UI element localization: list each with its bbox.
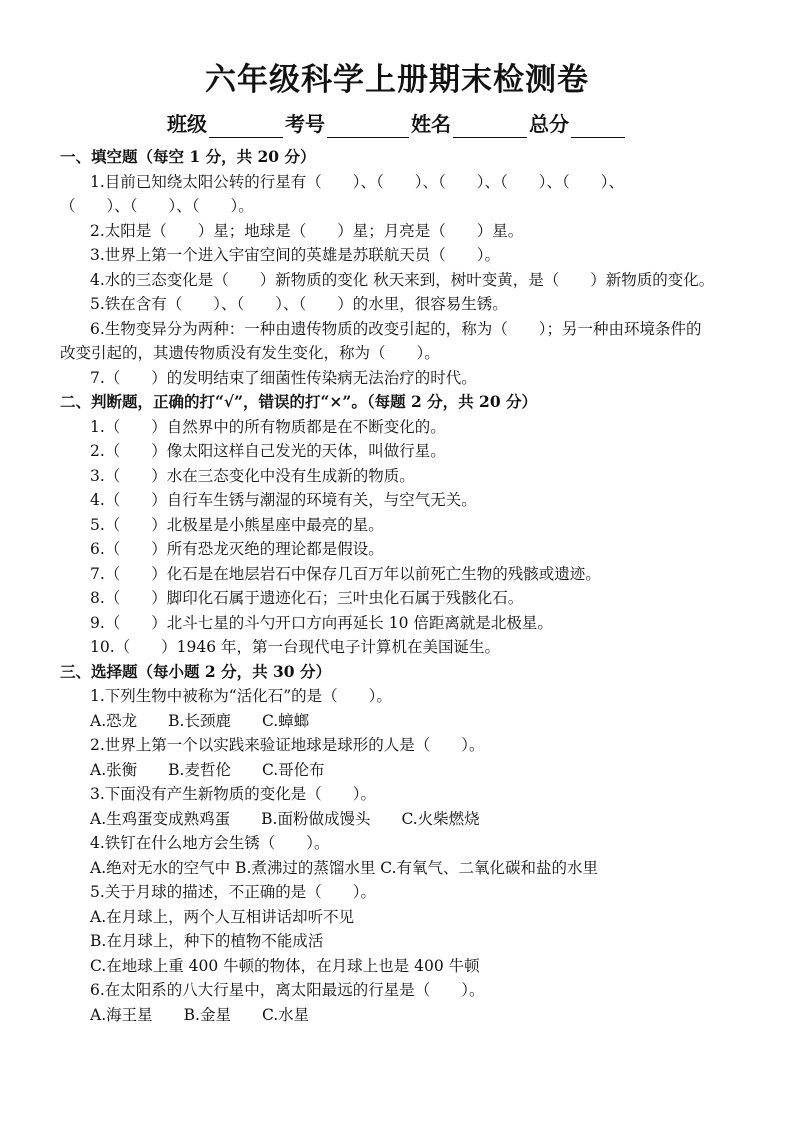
question-line: 4.（ ）自行车生锈与潮湿的环境有关，与空气无关。 (90, 491, 477, 509)
question-line: 4.水的三态变化是（ ）新物质的变化 秋天来到，树叶变黄，是（ ）新物质的变化。 (90, 271, 715, 289)
question-line: 2.太阳是（ ）星；地球是（ ）星；月亮是（ ）星。 (90, 222, 524, 240)
option-line: A.生鸡蛋变成熟鸡蛋 B.面粉做成馒头 C.火柴燃烧 (90, 810, 480, 828)
page-title: 六年级科学上册期末检测卷 (205, 62, 589, 98)
option-line: A.张衡 B.麦哲伦 C.哥伦布 (90, 761, 325, 779)
option-line: B.在月球上，种下的植物不能成活 (90, 932, 324, 950)
exam-no-label: 考号 (285, 112, 325, 136)
option-line: C.在地球上重 400 牛顿的物体，在月球上也是 400 牛顿 (90, 957, 480, 975)
score-blank (571, 117, 625, 138)
option-line: A.绝对无水的空气中 B.煮沸过的蒸馏水里 C.有氧气、二氧化碳和盐的水里 (90, 859, 599, 877)
section-heading-true-false: 二、判断题，正确的打“√”，错误的打“×”。（每题 2 分，共 20 分） (60, 392, 538, 411)
student-info-line (0, 110, 794, 138)
question-line: 1.下列生物中被称为“活化石”的是（ ）。 (90, 687, 392, 705)
section-heading-fill-in: 一、填空题（每空 1 分，共 20 分） (60, 147, 316, 166)
question-line: （ ）、（ ）、（ ）。 (60, 197, 254, 215)
question-line: 8.（ ）脚印化石属于遗迹化石；三叶虫化石属于残骸化石。 (90, 589, 524, 607)
question-line: 5.关于月球的描述，不正确的是（ ）。 (90, 883, 377, 901)
option-line: A.海王星 B.金星 C.水星 (90, 1006, 310, 1024)
question-line: 4.铁钉在什么地方会生锈（ ）。 (90, 834, 330, 852)
question-line: 10.（ ）1946 年，第一台现代电子计算机在美国诞生。 (90, 638, 501, 656)
question-line: 3.下面没有产生新物质的变化是（ ）。 (90, 785, 377, 803)
question-line: 2.（ ）像太阳这样自己发光的天体，叫做行星。 (90, 442, 446, 460)
class-blank (209, 117, 283, 138)
question-line: 3.世界上第一个进入宇宙空间的英雄是苏联航天员（ ）。 (90, 246, 501, 264)
question-line: 1.目前已知绕太阳公转的行星有（ ）、（ ）、（ ）、（ ）、（ ）、 (90, 173, 625, 191)
question-line: 9.（ ）北斗七星的斗勺开口方向再延长 10 倍距离就是北极星。 (90, 614, 553, 632)
name-blank (453, 117, 527, 138)
question-line: 6.生物变异分为两种：一种由遗传物质的改变引起的，称为（ ）；另一种由环境条件的 (90, 320, 702, 338)
section-heading-multiple-choice: 三、选择题（每小题 2 分，共 30 分） (60, 662, 331, 681)
class-label: 班级 (167, 112, 207, 136)
name-label: 姓名 (411, 112, 451, 136)
question-line: 6.在太阳系的八大行星中，离太阳最远的行星是（ ）。 (90, 981, 485, 999)
question-line: 7.（ ）的发明结束了细菌性传染病无法治疗的时代。 (90, 369, 477, 387)
question-line: 1.（ ）自然界中的所有物质都是在不断变化的。 (90, 418, 446, 436)
score-label: 总分 (529, 112, 569, 136)
question-line: 2.世界上第一个以实践来验证地球是球形的人是（ ）。 (90, 736, 485, 754)
question-line: 5.铁在含有（ ）、（ ）、（ ）的水里，很容易生锈。 (90, 295, 508, 313)
question-line: 3.（ ）水在三态变化中没有生成新的物质。 (90, 467, 415, 485)
question-line: 5.（ ）北极星是小熊星座中最亮的星。 (90, 516, 384, 534)
option-line: A.恐龙 B.长颈鹿 C.蟑螂 (90, 712, 310, 730)
option-line: A.在月球上，两个人互相讲话却听不见 (90, 908, 355, 926)
question-line: 7.（ ）化石是在地层岩石中保存几百万年以前死亡生物的残骸或遗迹。 (90, 565, 601, 583)
question-line: 6.（ ）所有恐龙灭绝的理论都是假设。 (90, 540, 384, 558)
exam-no-blank (327, 117, 409, 138)
question-line: 改变引起的，其遗传物质没有发生变化，称为（ ）。 (60, 344, 440, 362)
